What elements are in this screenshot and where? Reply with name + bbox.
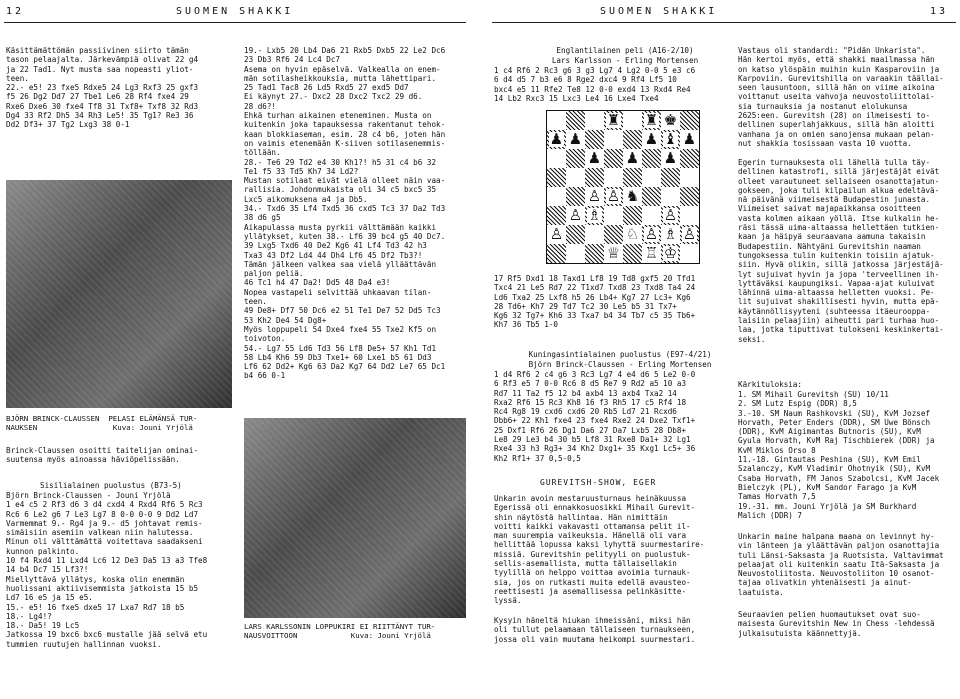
board-square bbox=[642, 149, 661, 168]
board-square bbox=[547, 244, 566, 263]
board-square bbox=[566, 225, 585, 244]
white-bishop-icon: ♗ bbox=[663, 225, 678, 243]
black-king-icon: ♚ bbox=[663, 111, 678, 129]
black-pawn-icon: ♟ bbox=[682, 130, 697, 148]
board-square bbox=[680, 168, 699, 187]
white-pawn-icon: ♙ bbox=[644, 225, 659, 243]
photo-caption-1: BJÖRN BRINCK-CLAUSSEN PELASI ELÄMÄNSÄ TUR- NAUKSEN Kuva: Jouni Yrjölä bbox=[6, 414, 198, 432]
board-square bbox=[566, 244, 585, 263]
board-square bbox=[566, 149, 585, 168]
board-square bbox=[604, 206, 623, 225]
board-square bbox=[680, 244, 699, 263]
chess-diagram bbox=[546, 110, 700, 264]
photo-brinck-claussen bbox=[6, 180, 232, 408]
game1-players: Lars Karlsson - Erling Mortensen bbox=[551, 56, 699, 65]
game1-moves: 1 c4 Rf6 2 Rc3 g6 3 g3 Lg7 4 Lg2 0-0 5 e3 c6 6 d4 d5 7 b3 e6 8 Rge2 dxc4 9 Rf4 Lf5 10 bxc4 e5 11 Rfe2 Te8 12 0-0 exd4 13 Rxd4 Re4 14 Lb2 Rxc3 15 Lxc3 Le4 16 Lxe4 Txe4 bbox=[494, 66, 696, 103]
board-square bbox=[566, 111, 585, 130]
results-title: Kärkituloksia: bbox=[738, 380, 803, 389]
board-square bbox=[661, 111, 680, 130]
board-square bbox=[661, 187, 680, 206]
board-square bbox=[642, 168, 661, 187]
board-square bbox=[623, 130, 642, 149]
board-square bbox=[661, 244, 680, 263]
board-square bbox=[642, 244, 661, 263]
header-rule-right bbox=[492, 22, 956, 23]
article-title: GUREVITSH-SHOW, EGER bbox=[540, 478, 657, 487]
board-square bbox=[623, 111, 642, 130]
board-square bbox=[585, 130, 604, 149]
board-square bbox=[661, 130, 680, 149]
white-pawn-icon: ♙ bbox=[549, 225, 564, 243]
board-square bbox=[661, 206, 680, 225]
results-list: 1. SM Mihail Gurevitsh (SU) 10/11 2. SM Lutz Espig (DDR) 8,5 3.-10. SM Naum Rashkovski (SU), KvM Jozsef Horvath, Peter Enders (DDR), SM Uwe Bönsch (DDR), KvM Aigimantas Butnoris (SU), KvM Gyula Horvath, KvM Raj Tischbierek (DDR) ja KvM Miklos Orso 8 11.-18. Gintautas Peshina (SU), KvM Emil Szalanczy, KvM Vladimir Ohotnyik (SU), KvM Csaba Horvath, FM Janos Szabolcsi, KvM Jacek Bielczyk (PL), KvM Sandor Farago ja KvM Tamas Horvath 7,5 19.-31. mm. Jouni Yrjölä ja SM Burkhard Malich (DDR) 7 bbox=[738, 390, 940, 520]
board-square bbox=[566, 206, 585, 225]
board-square bbox=[642, 130, 661, 149]
board-square bbox=[547, 111, 566, 130]
col2-game-text: 19.- Lxb5 20 Lb4 Da6 21 Rxb5 Dxb5 22 Le2 Dc6 23 Db3 Rf6 24 Lc4 Dc7 Asema on hyvin epäselvä. Valkealla on enem- män sotilasheikkouksia, mutta lähettipari. 25 Tad1 Tac8 26 Ld5 Rxd5 27 exd5 Dd7 Ei käynyt 27.- Dxc2 28 Dxc2 Txc2 29 d6. 28 d6?! Ehkä turhan aikainen eteneminen. Musta on kuitenkin joka tapauksessa rakentanut tehok- kaan blokkiaseman, esim. 28 c4 b6, joten hän on vaimis etenemään K-siiven sotilasenemmis- töllään. 28.- Te6 29 Td2 e4 30 Kh1?! h5 31 c4 b6 32 Te1 f5 33 Td5 Kh7 34 Ld2? Mustan sotilaat eivät vielä olleet näin vaa- rallisia. Johdonmukaista oli 34 c5 bxc5 35 Lxc5 aikomuksena a4 ja Db5. 34.- Txd6 35 Lf4 Txd5 36 cxd5 Tc3 37 Da2 Td3 38 d6 g5 Aikapulassa musta pyrkii välttämään kaikki yllätykset, kuten 38.- Lf6 39 bc4 g5 40 Dc7. 39 Lxg5 Txd6 40 De2 Kg6 41 Lf4 Td3 42 h3 Txa3 43 Df2 Ld4 44 Dh4 Lf6 45 Df2 Tb3?! Tämän jälkeen valkea saa vielä ylläättävän paljon peliä. 46 Tc1 h4 47 Da2! Dd5 48 Da4 e3! Nopea vastapeli selvittää uhkaavan tilan- teen. 49 De8+ Df7 50 Dc6 e2 51 Te1 De7 52 Dd5 Tc3 53 Kh2 De4 54 Dg8+ Myös loppupeli 54 Dxe4 fxe4 55 Txe2 Kf5 on toivoton. 54.- Lg7 55 Ld6 Td3 56 Lf8 De5+ 57 Kh1 Td1 58 Lb4 Kh6 59 Db3 Txe1+ 60 Lxe1 b5 61 Dd3 Lf6 62 Dd2+ Kg6 63 Da2 Kg7 64 Dd2 Le7 65 Dc1 b4 66 0-1 bbox=[244, 46, 446, 381]
white-king-icon: ♔ bbox=[663, 244, 678, 262]
col1-opening-title: Sisilialainen puolustus (B73-5) bbox=[40, 481, 182, 490]
white-pawn-icon: ♙ bbox=[587, 187, 602, 205]
board-square bbox=[642, 111, 661, 130]
board-square bbox=[604, 111, 623, 130]
black-pawn-icon: ♟ bbox=[587, 149, 602, 167]
white-rook-icon: ♖ bbox=[644, 244, 659, 262]
board-square bbox=[642, 187, 661, 206]
header-rule-left bbox=[4, 22, 466, 23]
page-number-right: 13 bbox=[930, 6, 949, 17]
white-pawn-icon: ♙ bbox=[663, 206, 678, 224]
col1-text-top: Käsittämättömän passiivinen siirto tämän tason pelaajalta. Järkevämpiä olivat 22 g4 ja 22 Tad1. Nyt musta saa nopeasti yliot- teen. 22.- e5! 23 fxe5 Rdxe5 24 Lg3 Rxf3 25 gxf3 f5 26 Dg2 Dd7 27 Tbe1 Le6 28 Rf4 fxe4 29 Rxe6 Dxe6 30 fxe4 Tf8 31 Txf8+ Txf8 32 Rd3 Dg4 33 Rf2 Dh5 34 Rh3 Le5! 35 Tg1? Re3 36 Dd2 Df3+ 37 Tg2 Lxg3 38 0-1 bbox=[6, 46, 199, 130]
board-square bbox=[604, 168, 623, 187]
board-square bbox=[661, 225, 680, 244]
black-pawn-icon: ♟ bbox=[644, 130, 659, 148]
board-square bbox=[604, 225, 623, 244]
board-square bbox=[585, 111, 604, 130]
photo-caption-2: LARS KARLSSONIN LOPPUKIRI EI RIITTÄNYT TUR- NAUSVOITTOON Kuva: Jouni Yrjölä bbox=[244, 622, 436, 640]
white-pawn-icon: ♙ bbox=[606, 187, 621, 205]
board-square bbox=[661, 149, 680, 168]
white-knight-icon: ♘ bbox=[625, 225, 640, 243]
game2-moves: 1 d4 Rf6 2 c4 g6 3 Rc3 Lg7 4 e4 d6 5 Le2 0-0 6 Rf3 e5 7 0-0 Rc6 8 d5 Re7 9 Rd2 a5 10 a3 Rd7 11 Ta2 f5 12 b4 axb4 13 axb4 Txa2 14 Rxa2 Rf6 15 Rc3 Kh8 16 f3 Rh5 17 c5 Rf4 18 Rc4 Rg8 19 cxd6 cxd6 20 Rb5 Ld7 21 Rcxd6 Dbb6+ 22 Kh1 fxe4 23 fxe4 Rxe2 24 Dxe2 Txf1+ 25 Dxf1 Rf6 26 Dg1 Da6 27 Da7 Lxb5 28 Db8+ Le8 29 Le3 b4 30 b5 Lf8 31 Rxe8 Da1+ 32 Lg1 Rxe4 33 h3 Rg3+ 34 Kh2 Dxg1+ 35 Kxg1 Lc5+ 36 Kh2 Rf1+ 37 0,5-0,5 bbox=[494, 370, 696, 463]
board-square bbox=[680, 149, 699, 168]
black-rook-icon: ♜ bbox=[644, 111, 659, 129]
white-pawn-icon: ♙ bbox=[568, 206, 583, 224]
board-square bbox=[547, 187, 566, 206]
black-bishop-icon: ♝ bbox=[663, 130, 678, 148]
white-bishop-icon: ♗ bbox=[587, 206, 602, 224]
white-queen-icon: ♕ bbox=[606, 244, 621, 262]
board-square bbox=[623, 244, 642, 263]
board-square bbox=[547, 225, 566, 244]
board-square bbox=[585, 168, 604, 187]
col1-game-text: Björn Brinck-Claussen - Jouni Yrjölä 1 e4 c5 2 Rf3 d6 3 d4 cxd4 4 Rxd4 Rf6 5 Rc3 Rc6 6 Le2 g6 7 Le3 Lg7 8 0-0 0-0 9 Dd2 Ld7 Varmemmat 9.- Rg4 ja 9.- d5 johtavat remis- simäisiin asemiin valkean niin halutessa. Minun oli välttämättä voitettava saadakseni kunnon palkinto. 10 f4 Rxd4 11 Lxd4 Lc6 12 De3 Da5 13 a3 Tfe8 14 b4 Dc7 15 Lf3?! Miellyttävä yllätys, koska olin enemmän huolissani aktiivisemmista jatkoista 15 b5 Ld7 16 e5 ja 15 e5. 15.- e5! 16 fxe5 dxe5 17 Lxa7 Rd7 18 b5 18.- Lg4!? 18.- Da5! 19 Lc5 Jatkossa 19 bxc6 bxc6 mustalle jää selvä etu tummien ruutujen hallinnan vuoksi. bbox=[6, 491, 208, 649]
board-square bbox=[623, 149, 642, 168]
board-square bbox=[642, 225, 661, 244]
black-pawn-icon: ♟ bbox=[568, 130, 583, 148]
board-square bbox=[623, 225, 642, 244]
board-square bbox=[680, 111, 699, 130]
col4-text-4: Seuraavien pelien huomautukset ovat suo- maisesta Gurevitshin New in Chess -lehdessä julkaisutuista käännettyjä. bbox=[738, 610, 935, 638]
black-pawn-icon: ♟ bbox=[625, 149, 640, 167]
game1-continuation: 17 Rf5 Dxd1 18 Taxd1 Lf8 19 Td8 gxf5 20 Tfd1 Txc4 21 Le5 Rd7 22 T1xd7 Txd8 23 Txd8 Ta4 24 Ld6 Txa2 25 Lxf8 h5 26 Lb4+ Kg7 27 Lc3+ Kg6 28 Td6+ Kh7 29 Td7 Tc2 30 Le5 b5 31 Tx7+ Kg6 32 Tg7+ Kh6 33 Txa7 b4 34 Tb7 c5 35 Tb6+ Kh7 36 Tb5 1-0 bbox=[494, 274, 696, 330]
board-square bbox=[566, 187, 585, 206]
black-rook-icon: ♜ bbox=[606, 111, 621, 129]
board-square bbox=[547, 149, 566, 168]
board-square bbox=[604, 187, 623, 206]
magazine-title-left: SUOMEN SHAKKI bbox=[176, 6, 294, 17]
board-square bbox=[585, 187, 604, 206]
board-square bbox=[680, 225, 699, 244]
board-square bbox=[680, 206, 699, 225]
board-square bbox=[585, 244, 604, 263]
article-text-2: Kysyin häneltä hiukan ihmeissäni, miksi hän oli tullut pelaamaan tällaiseen turnaukseen, jossa oli vain muutama heikompi suurmestari. bbox=[494, 616, 696, 644]
col4-text-3: Unkarin maine halpana maana on levinnyt hy- vin länteen ja yläättävän paljon osanottajia tuli Länsi-Saksasta ja Ruotsista. Valtavimmat pelaajat oli kuitenkin saatu Itä-Saksasta ja Neuvostoliitosta. Neuvostoliiton 10 osanot- tajaa olivatkin yhtenäisesti ja ainut- laatuista. bbox=[738, 532, 944, 597]
article-intro: Unkarin avoin mestaruusturnaus heinäkuussa Egerissä oli ennakkosuosikki Mihail Gurevit- shin näytöstä hallintaa. Hän nimittäin voitti kaikki vakavasti ottamansa pelit il- man suurempia vaikeuksia. Hänellä oli vara hellittää lopussa kaksi lyhyttä suurmestarire- missiä. Gurevitshin pelityyli on puolustuk- sellis-asemallista, mutta tällaisellakin tyylillä on helppo voittaa avoimia turnauk- sia, jos on rutkasti muita edellä avausteo- reettisesti ja asemallisessa pelinkäsitte- lyssä. bbox=[494, 494, 705, 606]
game1-opening: Englantilainen peli (A16-2/10) bbox=[556, 46, 694, 55]
board-square bbox=[680, 130, 699, 149]
board-square bbox=[604, 149, 623, 168]
board-square bbox=[585, 149, 604, 168]
board-square bbox=[585, 225, 604, 244]
board-square bbox=[547, 130, 566, 149]
board-square bbox=[604, 130, 623, 149]
magazine-title-right: SUOMEN SHAKKI bbox=[600, 6, 718, 17]
game2-players: Björn Brinck-Claussen - Erling Mortensen bbox=[528, 360, 712, 369]
page-number-left: 12 bbox=[6, 6, 25, 17]
col4-text-2: Egerin turnauksesta oli lähellä tulla täy- dellinen katastrofi, sillä järjestäjät eivät olleet varautuneet sellaiseen osanottajatun- gokseen, joka tuli kilpailun alkua edeltävä- nä päivänä viimeisestä Budapestin junasta. Viimeiset saivat majapaikkansa osoitteen vasta kolmen aikaan yöllä. Itse kulkalin he- räsi tässä uima-altaassa hellettäen tutkien- kaan ja häipyä seuraavana aamuna takaisin Budapestiin. Nähtyäni Gurevitshin naaman tungoksessa tulin kuitenkin toisiin ajatuk- siin. Hyvä olikin, sillä jatkossa järjestäjä- lyt sujuivat hyvin ja jopa 'terveellinen ih- lyttäväksi kaupungiksi. Vapaa-ajat kuluivat lähinnä uima-altaassa helletten vuoksi. Pe- lit sujuivat shakillisesti hyvin, mutta epä- käytännöllisyyteni (suhteessa itäeurooppa- laisiin pelaajiin) aiheutti pari turhaa huo- laa, jotka tiputtivat tulokseni keskinkertai- seksi. bbox=[738, 158, 944, 344]
board-square bbox=[623, 168, 642, 187]
board-square bbox=[623, 187, 642, 206]
game2-opening: Kuningasintialainen puolustus (E97-4/21) bbox=[528, 350, 712, 359]
board-square bbox=[547, 206, 566, 225]
black-pawn-icon: ♟ bbox=[663, 149, 678, 167]
board-square bbox=[585, 206, 604, 225]
board-square bbox=[547, 168, 566, 187]
black-knight-icon: ♞ bbox=[625, 187, 640, 205]
photo-karlsson bbox=[244, 418, 466, 618]
board-square bbox=[566, 168, 585, 187]
board-square bbox=[604, 244, 623, 263]
board-square bbox=[566, 130, 585, 149]
white-pawn-icon: ♙ bbox=[682, 225, 697, 243]
board-square bbox=[642, 206, 661, 225]
board-square bbox=[661, 168, 680, 187]
col4-text-1: Vastaus oli standardi: "Pidän Unkarista". Hän kertoi myös, että shakki maailmassa hän on katso ylöspäin muihin kuin Kasparoviin ja Karpoviin. Gurevitshilla on varaakin täällai- seen lausuntoon, sillä hän on viime aikoina voittanut useita vahvoja neuvostoliittolai- sia turnauksia ja nostanut elolukunsa 2625:een. Gurevitsh (28) on ilmeisesti to- dellinen superlahjakkuus, sillä hän aloitti vanhana ja on omien sanojensa mukaan pelan- nut shakkia tosissaan vasta 10 vuotta. bbox=[738, 46, 944, 148]
board-square bbox=[623, 206, 642, 225]
board-square bbox=[680, 187, 699, 206]
col1-intro: Brinck-Claussen osoitti taitelijan ominai- suutensa myös ainoassa häviöpelissään. bbox=[6, 446, 199, 465]
black-pawn-icon: ♟ bbox=[549, 130, 564, 148]
